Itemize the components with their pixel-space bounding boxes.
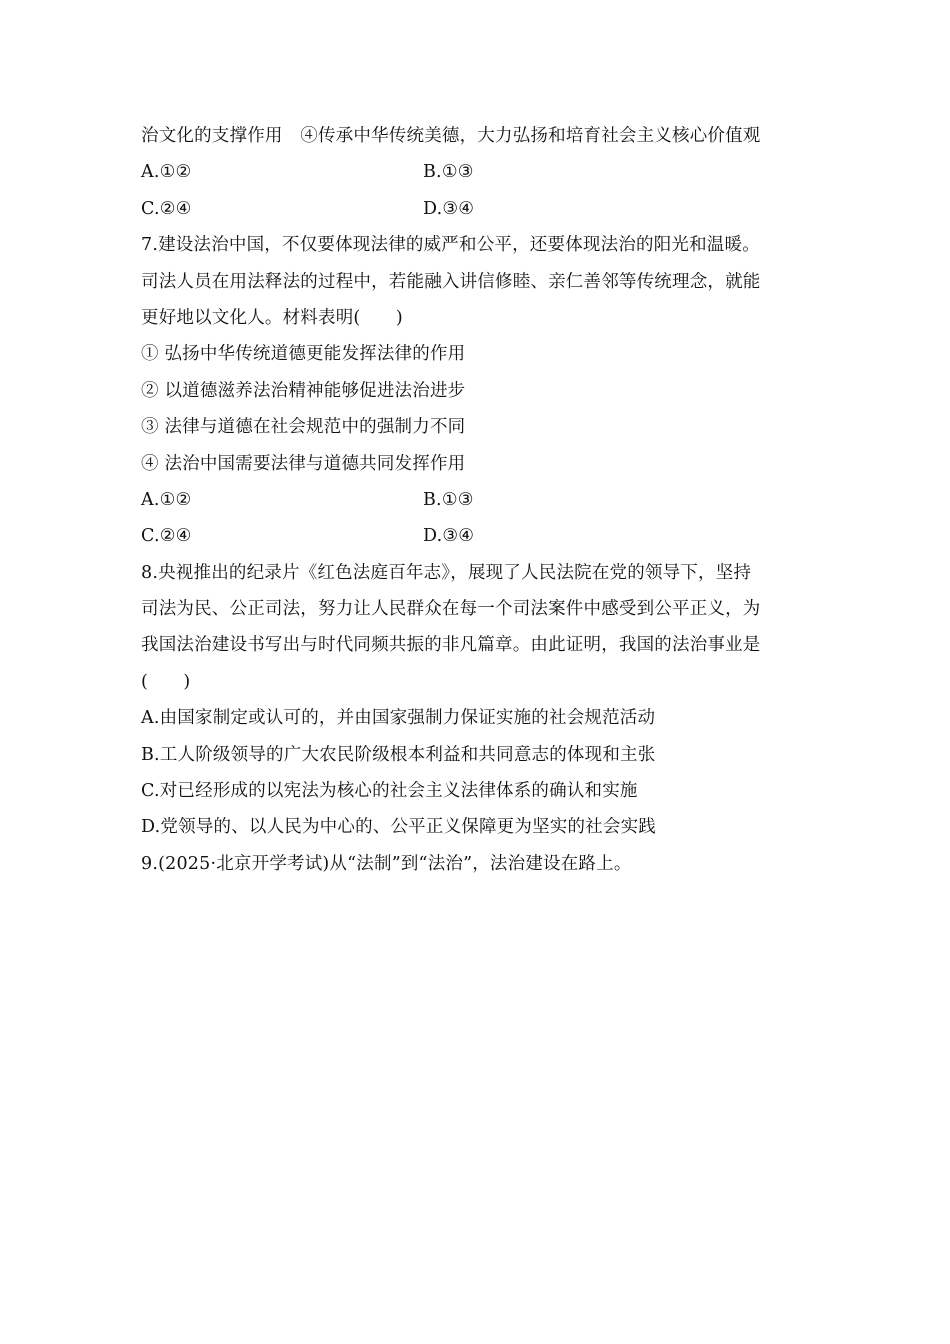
q6-option-b: B.①③ <box>423 162 474 183</box>
q6-option-d: D.③④ <box>423 198 475 219</box>
q7-stem-line-2: 司法人员在用法释法的过程中，若能融入讲信修睦、亲仁善邻等传统理念，就能 <box>141 271 761 292</box>
q8-stem-line-3: 我国法治建设书写出与时代同频共振的非凡篇章。由此证明，我国的法治事业是 <box>141 635 761 656</box>
q7-options-row-1 <box>141 482 821 518</box>
q6-stem-continued: 治文化的支撑作用 ④传承中华传统美德，大力弘扬和培育社会主义核心价值观 <box>141 126 761 146</box>
q8-option-c: C.对已经形成的以宪法为核心的社会主义法律体系的确认和实施 <box>141 781 638 802</box>
q6-options-row-1 <box>141 154 821 190</box>
q8-option-a: A.由国家制定或认可的，并由国家强制力保证实施的社会规范活动 <box>141 708 656 729</box>
q8-stem-line-4: ( ) <box>141 671 191 692</box>
document-page <box>141 118 821 882</box>
q6-option-a: A.①② <box>141 162 192 183</box>
q7-option-c: C.②④ <box>141 526 192 547</box>
q8-stem-line-2: 司法为民、公正司法，努力让人民群众在每一个司法案件中感受到公平正义，为 <box>141 599 761 620</box>
q7-stem-line-1: 7.建设法治中国，不仅要体现法律的威严和公平，还要体现法治的阳光和温暖。 <box>141 235 760 256</box>
q7-statement-1: ① 弘扬中华传统道德更能发挥法律的作用 <box>141 344 466 365</box>
q6-option-c: C.②④ <box>141 198 192 219</box>
q7-option-b: B.①③ <box>423 489 474 510</box>
q7-statement-4: ④ 法治中国需要法律与道德共同发挥作用 <box>141 453 466 474</box>
q8-option-d: D.党领导的、以人民为中心的、公平正义保障更为坚实的社会实践 <box>141 817 656 838</box>
q7-statement-3: ③ 法律与道德在社会规范中的强制力不同 <box>141 417 466 438</box>
q9-stem: 9.(2025·北京开学考试)从“法制”到“法治”，法治建设在路上。 <box>141 853 632 874</box>
q7-stem-line-3: 更好地以文化人。材料表明( ) <box>141 307 403 328</box>
q7-statement-2: ② 以道德滋养法治精神能够促进法治进步 <box>141 380 466 401</box>
q7-option-a: A.①② <box>141 489 192 510</box>
q6-options-row-2 <box>141 191 821 227</box>
q7-options-row-2 <box>141 518 821 554</box>
q8-option-b: B.工人阶级领导的广大农民阶级根本利益和共同意志的体现和主张 <box>141 744 656 765</box>
q8-stem-line-1: 8.央视推出的纪录片《红色法庭百年志》，展现了人民法院在党的领导下，坚持 <box>141 562 752 583</box>
q7-option-d: D.③④ <box>423 526 475 547</box>
